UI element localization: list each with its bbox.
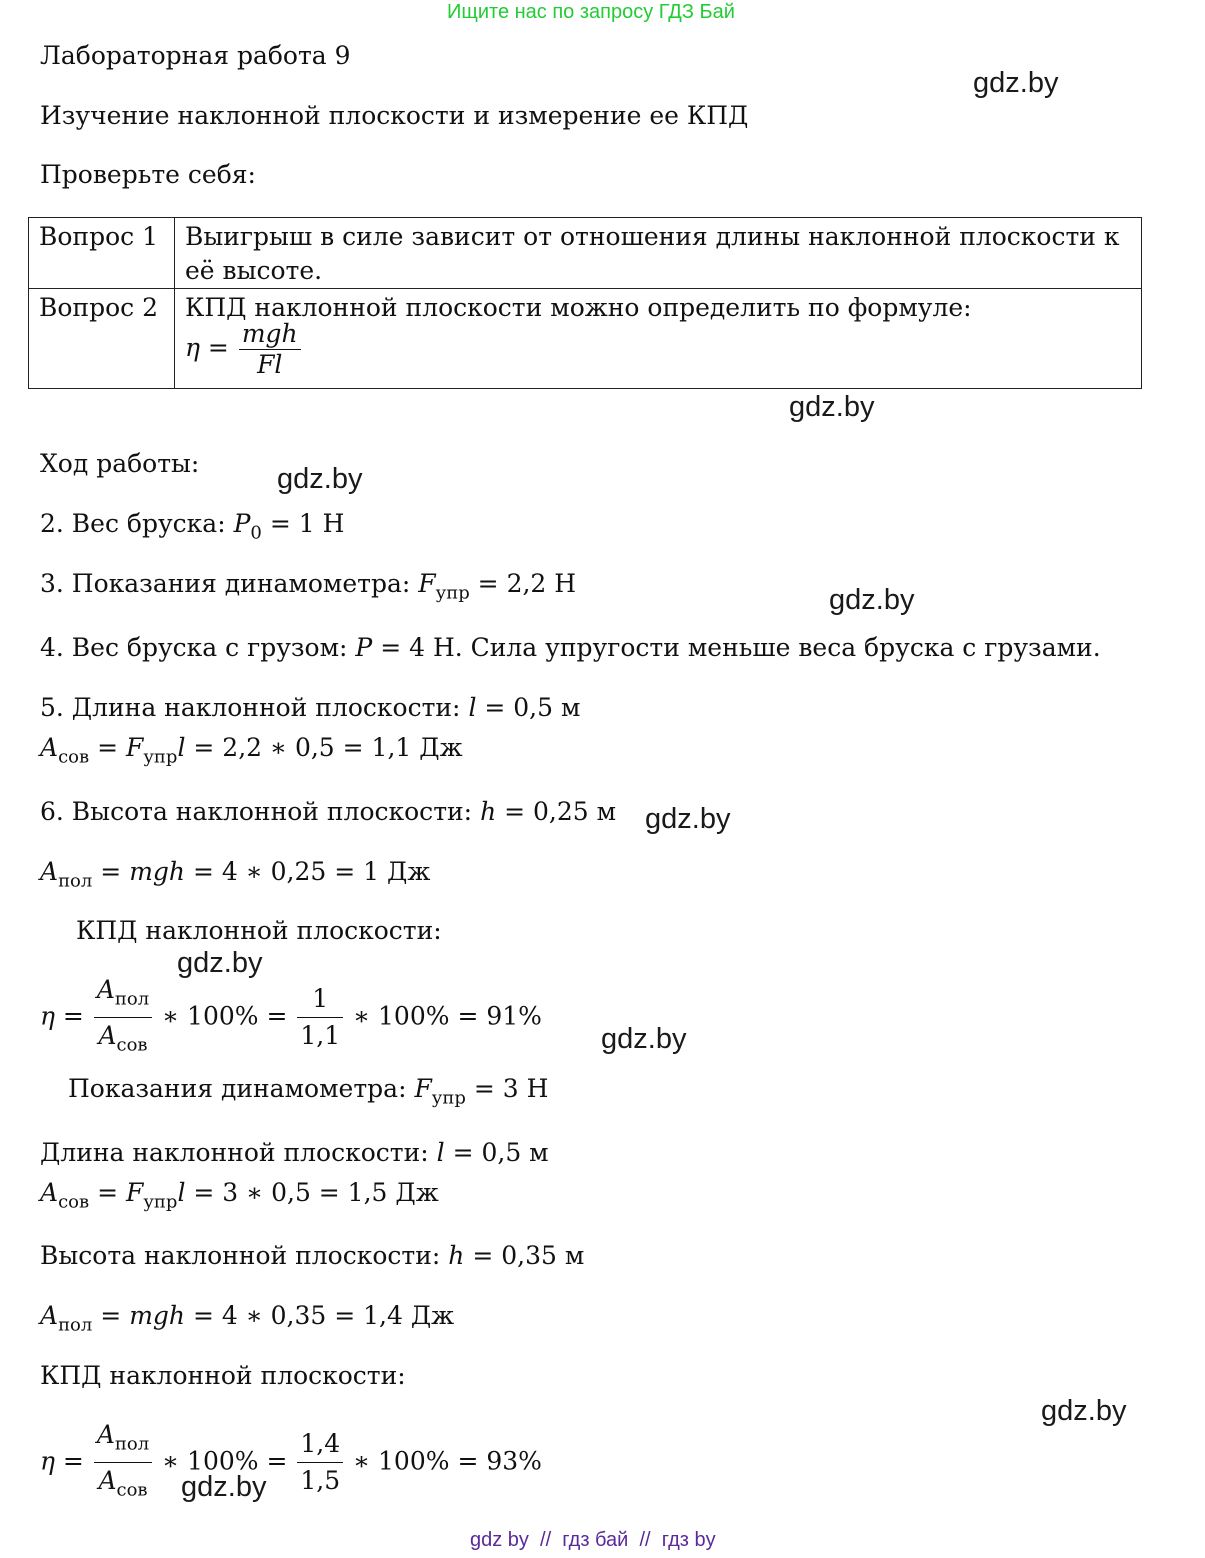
watermark: gdz.by [1041,1395,1127,1427]
footer-links[interactable]: gdz by // гдз бай // гдз by [470,1529,716,1551]
efficiency-heading-2: КПД наклонной плоскости: [40,1361,406,1390]
dynamometer-reading-2: Показания динамометра: $F_{упр} = 3$ Н [68,1074,549,1109]
watermark: gdz.by [973,67,1059,99]
efficiency-equation-2: η = $\frac{A_{пол}}{A_{сов}}$ ∗ 100% = $\frac{1,4}{1,5}$ ∗ 100% = 93% [40,1417,542,1509]
step-3: 3. Показания динамометра: $F_{упр} = 2,2$ Н [40,569,577,604]
efficiency-formula: η = $\frac{\text{mgh}}{Fl}$ [185,319,1131,380]
work-equation-2: $A_{сов} = F_{упр}l = 3$ ∗ 0,5 = 1,5 Дж [40,1178,439,1213]
top-banner: Ищите нас по запросу ГДЗ Бай [447,1,735,23]
question-answer-cell [175,289,1142,389]
work-equation-1: $A_{сов} = F_{упр}l = 2,2$ ∗ 0,5 = 1,1 Дж [40,733,463,768]
watermark: gdz.by [601,1023,687,1055]
question-answer: КПД наклонной плоскости можно определить по формуле: [185,293,972,322]
formula-numerator: mgh [239,319,301,350]
watermark: gdz.by [789,391,875,423]
useful-work-equation-2: $A_{пол}$ = mgh = 4 ∗ 0,35 = 1,4 Дж [40,1301,455,1336]
useful-work-equation-1: $A_{пол}$ = mgh = 4 ∗ 0,25 = 1 Дж [40,857,431,892]
question-label: Вопрос 1 [29,218,175,289]
step-6: 6. Высота наклонной плоскости: h = 0,25 м [40,797,617,826]
procedure-heading: Ход работы: [40,449,200,478]
question-label: Вопрос 2 [29,289,175,389]
length-2: Длина наклонной плоскости: l = 0,5 м [40,1138,549,1167]
step-5: 5. Длина наклонной плоскости: l = 0,5 м [40,693,581,722]
height-2: Высота наклонной плоскости: h = 0,35 м [40,1241,585,1270]
table-row [29,289,1142,389]
efficiency-heading-1: КПД наклонной плоскости: [76,916,442,945]
question-answer: Выигрыш в силе зависит от отношения длины наклонной плоскости к её высоте. [175,218,1142,289]
watermark: gdz.by [277,463,363,495]
questions-table [28,217,1142,389]
watermark: gdz.by [645,803,731,835]
step-4: 4. Вес бруска с грузом: P = 4 Н. Сила упругости меньше веса бруска с грузами. [40,633,1101,662]
watermark: gdz.by [181,1471,267,1503]
page-subtitle: Изучение наклонной плоскости и измерение ее КПД [40,101,749,130]
watermark: gdz.by [177,947,263,979]
page-title: Лабораторная работа 9 [40,41,351,70]
watermark: gdz.by [829,584,915,616]
check-heading: Проверьте себя: [40,160,256,189]
formula-denominator: Fl [257,350,283,379]
table-row [29,218,1142,289]
efficiency-equation-1: η = $\frac{A_{пол}}{A_{сов}}$ ∗ 100% = $\frac{1}{1,1}$ ∗ 100% = 91% [40,972,542,1064]
step-2: 2. Вес бруска: $P_0 = 1$ Н [40,509,345,544]
